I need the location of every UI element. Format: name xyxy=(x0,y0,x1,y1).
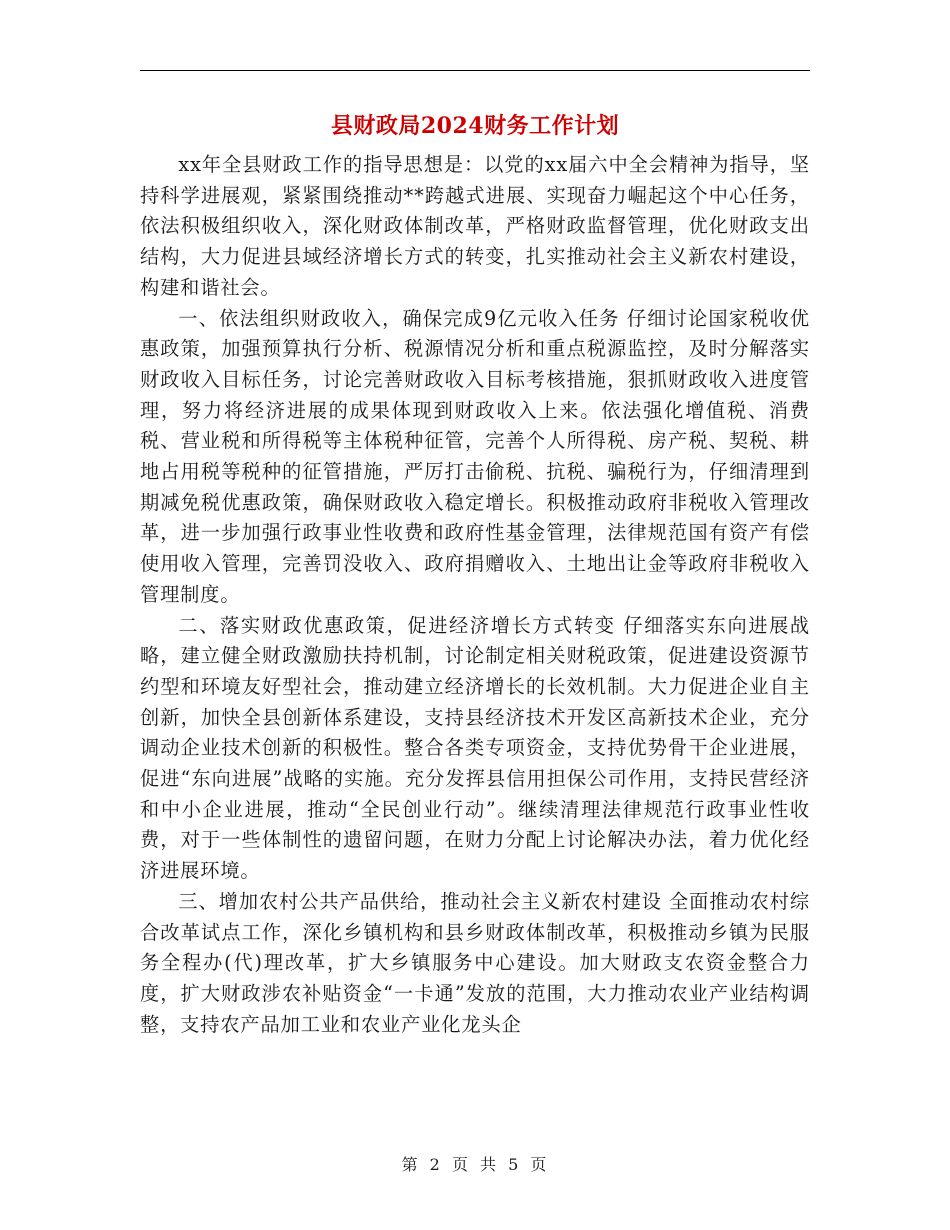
section-3-paragraph: 三、增加农村公共产品供给，推动社会主义新农村建设 全面推动农村综合改革试点工作，深化乡镇机构和县乡财政体制改革，积极推动乡镇为民服务全程办(代)理改革，扩大乡镇服务中心建设。加大财政支农资金整合力度，扩大财政涉农补贴资金“一卡通”发放的范围，大力推动农业产业结构调整，支持农产品加工业和农业产业化龙头企 xyxy=(140,889,810,1036)
header-rule xyxy=(140,70,810,71)
document-body xyxy=(140,150,810,1040)
document-title: 县财政局2024财务工作计划 xyxy=(330,113,620,139)
section-1-paragraph: 一、依法组织财政收入，确保完成9亿元收入任务 仔细讨论国家税收优惠政策，加强预算执行分析、税源情况分析和重点税源监控，及时分解落实财政收入目标任务，讨论完善财政收入目标考核措施，狠抓财政收入进度管理，努力将经济进展的成果体现到财政收入上来。依法强化增值税、消费税、营业税和所得税等主体税种征管，完善个人所得税、房产税、契税、耕地占用税等税种的征管措施，严厉打击偷税、抗税、骗税行为，仔细清理到期减免税优惠政策，确保财政收入稳定增长。积极推动政府非税收入管理改革，进一步加强行政事业性收费和政府性基金管理，法律规范国有资产有偿使用收入管理，完善罚没收入、政府捐赠收入、土地出让金等政府非税收入管理制度。 xyxy=(140,306,810,606)
section-2-paragraph: 二、落实财政优惠政策，促进经济增长方式转变 仔细落实东向进展战略，建立健全财政激励扶持机制，讨论制定相关财税政策，促进建设资源节约型和环境友好型社会，推动建立经济增长的长效机制。大力促进企业自主创新，加快全县创新体系建设，支持县经济技术开发区高新技术企业，充分调动企业技术创新的积极性。整合各类专项资金，支持优势骨干企业进展，促进“东向进展”战略的实施。充分发挥县信用担保公司作用，支持民营经济和中小企业进展，推动“全民创业行动”。继续清理法律规范行政事业性收费，对于一些体制性的遗留问题，在财力分配上讨论解决办法，着力优化经济进展环境。 xyxy=(140,613,810,883)
page-number-footer: 第 2 页 共 5 页 xyxy=(401,1155,549,1174)
intro-paragraph: xx年全县财政工作的指导思想是：以党的xx届六中全会精神为指导，坚持科学进展观，紧紧围绕推动**跨越式进展、实现奋力崛起这个中心任务，依法积极组织收入，深化财政体制改革，严格财政监督管理，优化财政支出结构，大力促进县域经济增长方式的转变，扎实推动社会主义新农村建设，构建和谐社会。 xyxy=(140,153,810,299)
